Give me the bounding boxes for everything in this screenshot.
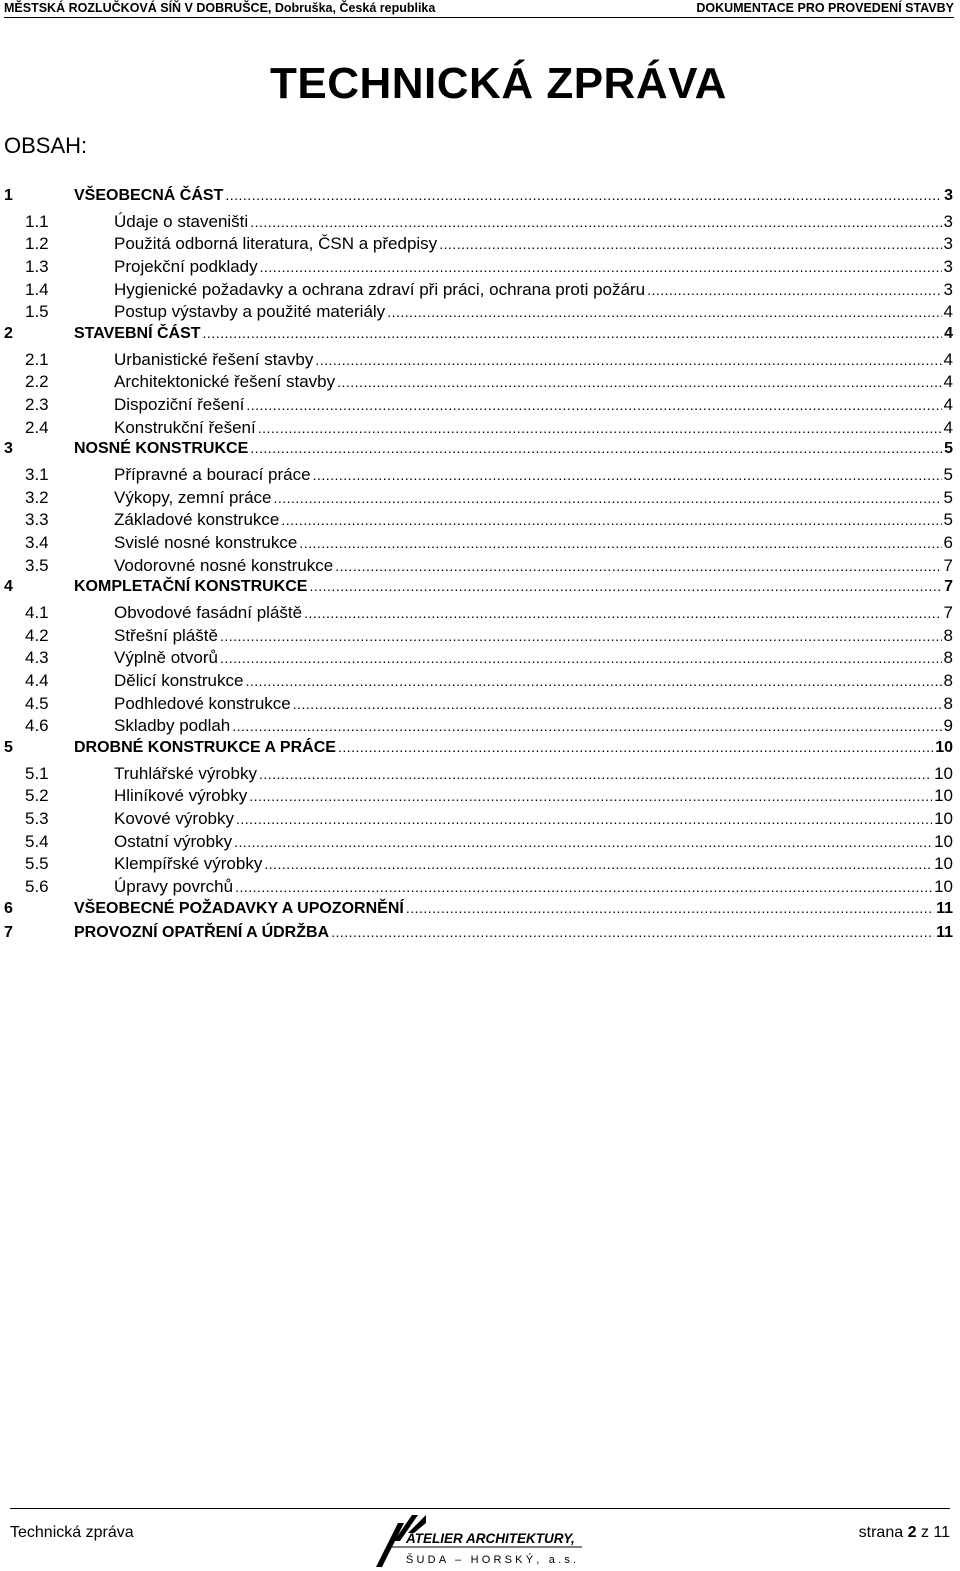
footer-document-name: Technická zpráva	[10, 1524, 134, 1541]
toc-subsection-row[interactable]	[4, 626, 953, 649]
toc-leader-dots	[249, 788, 932, 804]
footer-page-number: strana 2 z 11	[858, 1524, 950, 1541]
toc-number: 2.2	[25, 372, 49, 392]
toc-subsection-row[interactable]	[4, 854, 953, 877]
total-pages: 11	[933, 1524, 950, 1541]
toc-title: Přípravné a bourací práce	[114, 464, 311, 484]
toc-title: KOMPLETAČNÍ KONSTRUKCE	[74, 578, 308, 596]
toc-subsection-row[interactable]	[4, 302, 953, 325]
toc-section-row[interactable]	[4, 900, 953, 923]
toc-subsection-row[interactable]	[4, 764, 953, 787]
company-logo	[368, 1511, 588, 1569]
toc-leader-dots	[273, 490, 941, 506]
toc-leader-dots	[299, 535, 941, 551]
toc-subsection-row[interactable]	[4, 510, 953, 533]
toc-number: 5.2	[25, 786, 49, 806]
toc-title: Dělicí konstrukce	[114, 670, 244, 690]
toc-page-number: 11	[936, 924, 953, 942]
toc-page-number: 9	[943, 716, 953, 736]
toc-title: Skladby podlah	[114, 716, 231, 736]
toc-number: 6	[4, 899, 13, 917]
toc-subsection-row[interactable]	[4, 671, 953, 694]
toc-leader-dots	[647, 282, 941, 298]
toc-number: 4.4	[25, 670, 49, 690]
toc-leader-dots	[315, 352, 941, 368]
toc-subsection-row[interactable]	[4, 533, 953, 556]
toc-page-number: 3	[944, 187, 953, 204]
toc-leader-dots	[245, 673, 941, 689]
toc-number: 5.5	[25, 854, 49, 874]
current-page: 2	[907, 1524, 917, 1541]
toc-section-row[interactable]	[4, 578, 953, 601]
toc-number: 3.4	[25, 532, 49, 552]
toc-number: 5.3	[25, 808, 49, 828]
toc-page-number: 7	[944, 578, 953, 596]
toc-leader-dots	[250, 214, 941, 230]
toc-subsection-row[interactable]	[4, 234, 953, 257]
toc-number: 4.5	[25, 693, 49, 713]
toc-subsection-row[interactable]	[4, 280, 953, 303]
page-title: TECHNICKÁ ZPRÁVA	[270, 59, 727, 108]
page-header	[4, 0, 954, 18]
toc-title: PROVOZNÍ OPATŘENÍ A ÚDRŽBA	[74, 924, 330, 942]
toc-page-number: 4	[943, 302, 953, 322]
toc-leader-dots	[264, 856, 932, 872]
toc-leader-dots	[225, 187, 942, 203]
toc-title: Konstrukční řešení	[114, 417, 256, 437]
toc-subsection-row[interactable]	[4, 212, 953, 235]
toc-number: 1.1	[25, 211, 49, 231]
toc-subsection-row[interactable]	[4, 350, 953, 373]
toc-page-number: 3	[943, 211, 953, 231]
toc-leader-dots	[281, 512, 941, 528]
toc-page-number: 5	[943, 510, 953, 530]
toc-page-number: 10	[934, 808, 953, 828]
toc-leader-dots	[220, 650, 942, 666]
toc-page-number: 4	[943, 349, 953, 369]
toc-page-number: 8	[943, 670, 953, 690]
toc-subsection-row[interactable]	[4, 257, 953, 280]
toc-subsection-row[interactable]	[4, 694, 953, 717]
logo-text-line2: ŠUDA – HORSKÝ, a.s.	[406, 1554, 580, 1566]
toc-section-row[interactable]	[4, 187, 953, 210]
toc-subsection-row[interactable]	[4, 809, 953, 832]
toc-title: NOSNÉ KONSTRUKCE	[74, 440, 249, 458]
toc-leader-dots	[313, 467, 942, 483]
toc-page-number: 8	[943, 625, 953, 645]
toc-subsection-row[interactable]	[4, 832, 953, 855]
toc-page-number: 3	[943, 256, 953, 276]
toc-leader-dots	[439, 236, 941, 252]
toc-title: Vodorovné nosné konstrukce	[114, 555, 334, 575]
header-document-type: DOKUMENTACE PRO PROVEDENÍ STAVBY	[696, 1, 954, 15]
toc-title: DROBNÉ KONSTRUKCE A PRÁCE	[74, 739, 336, 756]
toc-number: 2.1	[25, 349, 49, 369]
toc-number: 4	[4, 578, 13, 596]
toc-leader-dots	[337, 374, 941, 390]
toc-page-number: 10	[934, 786, 953, 806]
toc-leader-dots	[293, 696, 942, 712]
toc-title: Kovové výrobky	[114, 808, 234, 828]
toc-subsection-row[interactable]	[4, 395, 953, 418]
toc-subsection-row[interactable]	[4, 372, 953, 395]
toc-page-number: 10	[934, 877, 953, 896]
toc-subsection-row[interactable]	[4, 716, 953, 739]
toc-title: Výplně otvorů	[114, 648, 218, 668]
toc-page-number: 10	[934, 831, 953, 851]
toc-page-number: 4	[943, 417, 953, 437]
toc-leader-dots	[387, 304, 941, 320]
toc-title: Ostatní výrobky	[114, 831, 233, 851]
toc-page-number: 11	[936, 899, 953, 917]
toc-page-number: 8	[943, 693, 953, 713]
toc-number: 4.2	[25, 625, 49, 645]
toc-number: 3.5	[25, 555, 49, 575]
toc-section-row[interactable]	[4, 739, 953, 762]
toc-number: 1.4	[25, 279, 49, 299]
toc-number: 5.1	[25, 763, 49, 783]
toc-leader-dots	[331, 924, 934, 940]
toc-leader-dots	[259, 766, 932, 782]
toc-number: 2	[4, 325, 13, 342]
toc-number: 1.5	[25, 302, 49, 322]
toc-title: Obvodové fasádní pláště	[114, 602, 303, 622]
toc-title: Architektonické řešení stavby	[114, 372, 336, 392]
toc-number: 3	[4, 440, 13, 458]
toc-page-number: 7	[943, 555, 953, 575]
toc-title: Údaje o staveništi	[114, 211, 249, 231]
toc-number: 4.3	[25, 648, 49, 668]
toc-title: STAVEBNÍ ČÁST	[74, 325, 201, 342]
toc-title: Hygienické požadavky a ochrana zdraví při práci, ochrana proti požáru	[114, 279, 646, 299]
toc-leader-dots	[335, 558, 941, 574]
toc-title: Projekční podklady	[114, 256, 258, 276]
toc-section-row[interactable]	[4, 924, 953, 947]
toc-number: 3.3	[25, 510, 49, 530]
toc-leader-dots	[246, 397, 941, 413]
toc-leader-dots	[203, 325, 943, 341]
toc-title: Úpravy povrchů	[114, 877, 234, 896]
toc-leader-dots	[304, 605, 941, 621]
toc-number: 4.6	[25, 716, 49, 736]
logo-text-line1: ATELIER ARCHITEKTURY,	[406, 1531, 575, 1546]
toc-title: Postup výstavby a použité materiály	[114, 302, 386, 322]
toc-number: 2.3	[25, 394, 49, 414]
toc-leader-dots	[232, 718, 941, 734]
toc-number: 5	[4, 739, 13, 756]
toc-leader-dots	[309, 578, 942, 594]
toc-leader-dots	[236, 811, 932, 827]
toc-number: 5.4	[25, 831, 49, 851]
toc-leader-dots	[235, 879, 932, 895]
toc-leader-dots	[234, 834, 932, 850]
toc-title: Použitá odborná literatura, ČSN a předpisy	[114, 234, 438, 254]
toc-title: Podhledové konstrukce	[114, 693, 291, 713]
toc-number: 3.2	[25, 487, 49, 507]
toc-title: Svislé nosné konstrukce	[114, 532, 298, 552]
toc-section-row[interactable]	[4, 325, 953, 348]
toc-leader-dots	[220, 628, 942, 644]
toc-subsection-row[interactable]	[4, 418, 953, 441]
toc-title: Klempířské výrobky	[114, 854, 263, 874]
toc-number: 1.3	[25, 256, 49, 276]
toc-page-number: 4	[943, 394, 953, 414]
toc-title: Truhlářské výrobky	[114, 763, 257, 783]
toc-page-number: 4	[943, 372, 953, 392]
toc-page-number: 8	[943, 648, 953, 668]
toc-number: 1	[4, 187, 13, 204]
toc-subsection-row[interactable]	[4, 603, 953, 626]
toc-page-number: 10	[934, 854, 953, 874]
toc-leader-dots	[250, 440, 942, 456]
toc-page-number: 10	[935, 739, 953, 756]
toc-section-row[interactable]	[4, 440, 953, 463]
toc-title: Výkopy, zemní práce	[114, 487, 272, 507]
toc-title: Dispoziční řešení	[114, 394, 245, 414]
toc-subsection-row[interactable]	[4, 556, 953, 579]
toc-page-number: 5	[943, 464, 953, 484]
toc-page-number: 6	[943, 532, 953, 552]
toc-leader-dots	[258, 420, 942, 436]
toc-page-number: 5	[943, 487, 953, 507]
header-project-name: MĚSTSKÁ ROZLUČKOVÁ SÍŇ V DOBRUŠCE, Dobruška, Česká republika	[4, 1, 436, 15]
toc-subsection-row[interactable]	[4, 877, 953, 900]
toc-page-number: 10	[934, 763, 953, 783]
toc-number: 1.2	[25, 234, 49, 254]
toc-subsection-row[interactable]	[4, 648, 953, 671]
toc-page-number: 4	[944, 325, 953, 342]
toc-number: 3.1	[25, 464, 49, 484]
toc-title: Urbanistické řešení stavby	[114, 349, 314, 369]
toc-title: Střešní pláště	[114, 625, 218, 645]
page-footer	[10, 1508, 950, 1569]
toc-leader-dots	[406, 900, 934, 916]
toc-subsection-row[interactable]	[4, 465, 953, 488]
toc-number: 7	[4, 924, 13, 942]
toc-page-number: 5	[944, 440, 953, 458]
toc-subsection-row[interactable]	[4, 488, 953, 511]
toc-leader-dots	[338, 739, 933, 755]
toc-number: 2.4	[25, 417, 49, 437]
toc-page-number: 3	[943, 234, 953, 254]
toc-subsection-row[interactable]	[4, 786, 953, 809]
toc-number: 4.1	[25, 602, 49, 622]
toc-title: VŠEOBECNÁ ČÁST	[74, 187, 224, 204]
toc-page-number: 3	[943, 279, 953, 299]
toc-leader-dots	[260, 259, 942, 275]
toc-title: Základové konstrukce	[114, 510, 280, 530]
contents-label: OBSAH:	[4, 133, 88, 158]
toc-title: VŠEOBECNÉ POŽADAVKY A UPOZORNĚNÍ	[74, 899, 404, 917]
toc-page-number: 7	[943, 602, 953, 622]
toc-title: Hliníkové výrobky	[114, 786, 248, 806]
toc-number: 5.6	[25, 877, 49, 896]
